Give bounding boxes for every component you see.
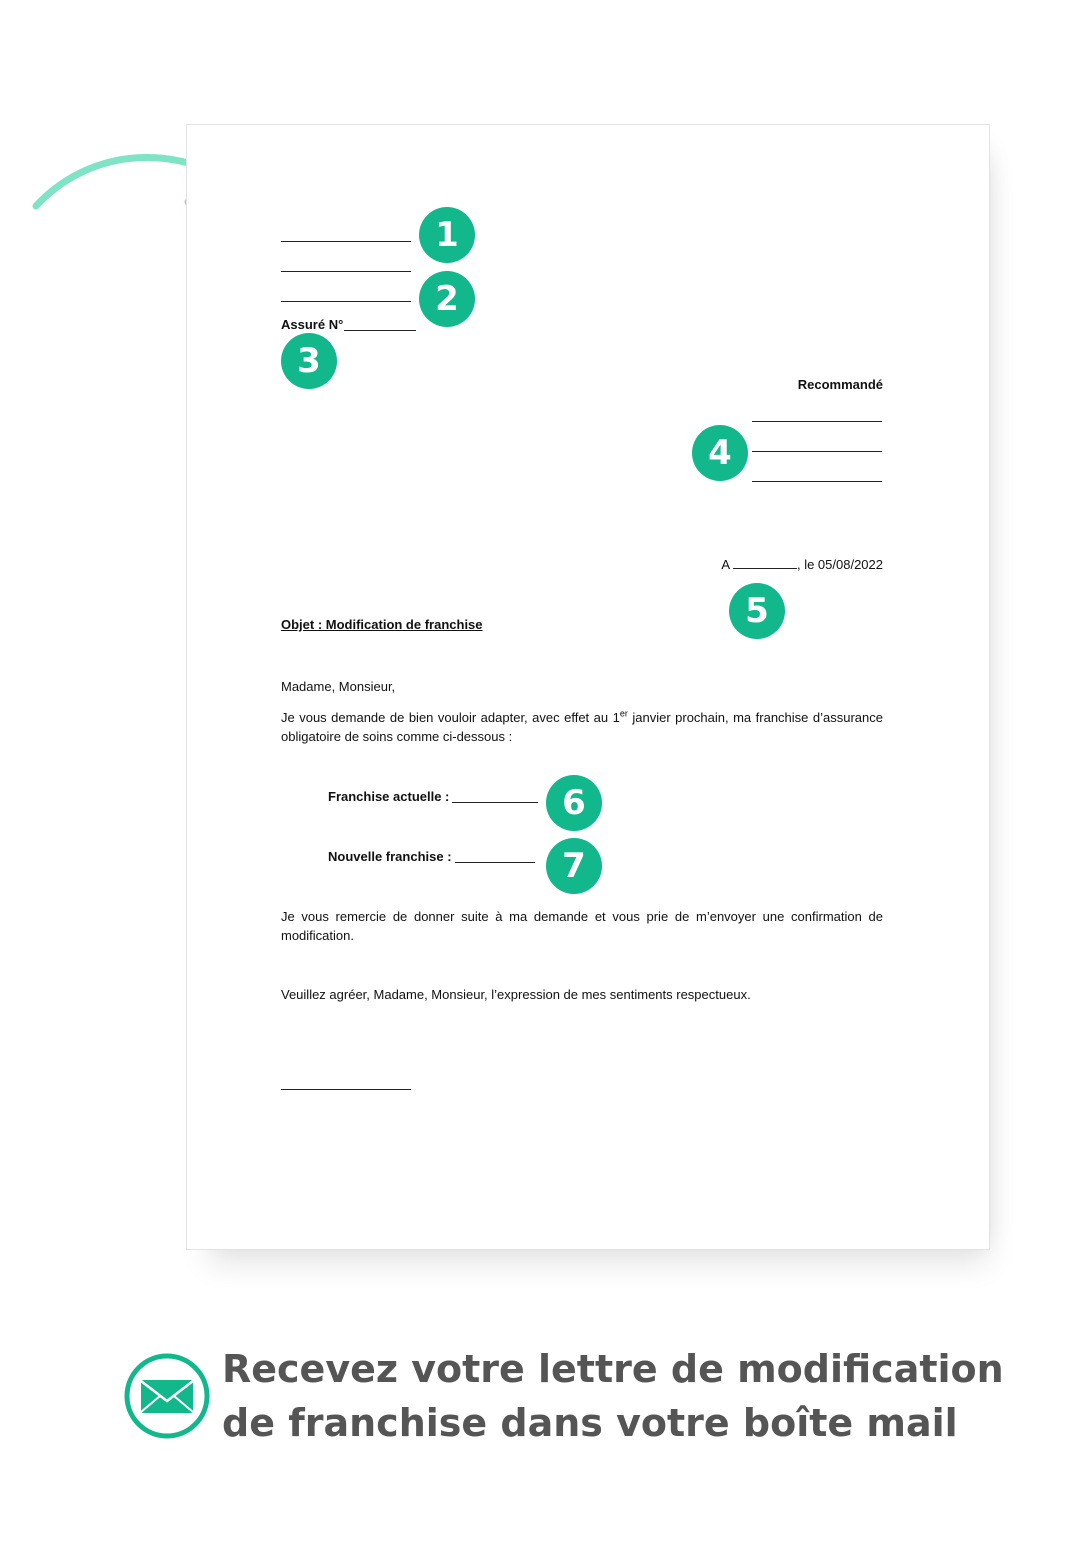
request-paragraph <box>281 708 883 746</box>
franchise-actuelle-line <box>452 802 538 803</box>
place-blank <box>733 556 797 569</box>
request-text-sup: er <box>619 708 628 719</box>
recipient-line-2 <box>752 451 882 452</box>
marker-7: 7 <box>546 838 602 894</box>
date-prefix: A <box>721 557 730 572</box>
sender-line-1 <box>281 241 411 242</box>
sender-line-3 <box>281 301 411 302</box>
signature-line <box>281 1089 411 1090</box>
recipient-line-3 <box>752 481 882 482</box>
assure-number-line <box>344 330 416 331</box>
banner-line-1: Recevez votre lettre de modification <box>222 1347 1004 1391</box>
franchise-actuelle-label: Franchise actuelle : <box>328 789 450 804</box>
marker-2: 2 <box>419 271 475 327</box>
recommande-label: Recommandé <box>797 377 883 392</box>
marker-5: 5 <box>729 583 785 639</box>
closing-sentence: Veuillez agréer, Madame, Monsieur, l’expression de mes sentiments respectueux. <box>281 987 751 1002</box>
nouvelle-franchise-line <box>455 862 535 863</box>
thanks-paragraph: Je vous remercie de donner suite à ma demande et vous prie de m’envoyer une confirmation de modification. <box>281 909 883 943</box>
recipient-line-1 <box>752 421 882 422</box>
request-text-part1: Je vous demande de bien vouloir adapter, avec effet au 1 <box>281 710 620 725</box>
request-text-part2: janvier prochain, ma franchise d’assurance obligatoire de soins comme ci-dessous : <box>281 710 883 744</box>
nouvelle-franchise-label: Nouvelle franchise : <box>328 849 452 864</box>
date-line <box>721 555 883 574</box>
envelope-icon <box>124 1353 210 1439</box>
date-suffix: , le 05/08/2022 <box>796 557 883 572</box>
marker-4: 4 <box>692 425 748 481</box>
banner-headline <box>222 1342 1022 1450</box>
sender-line-2 <box>281 271 411 272</box>
marker-6: 6 <box>546 775 602 831</box>
objet-title: Objet : Modification de franchise <box>281 617 483 632</box>
letter-page <box>186 124 990 1250</box>
marker-1: 1 <box>419 207 475 263</box>
banner-line-2: de franchise dans votre boîte mail <box>222 1401 958 1445</box>
assure-label: Assuré N° <box>281 317 344 332</box>
salutation: Madame, Monsieur, <box>281 679 396 694</box>
marker-3: 3 <box>281 333 337 389</box>
